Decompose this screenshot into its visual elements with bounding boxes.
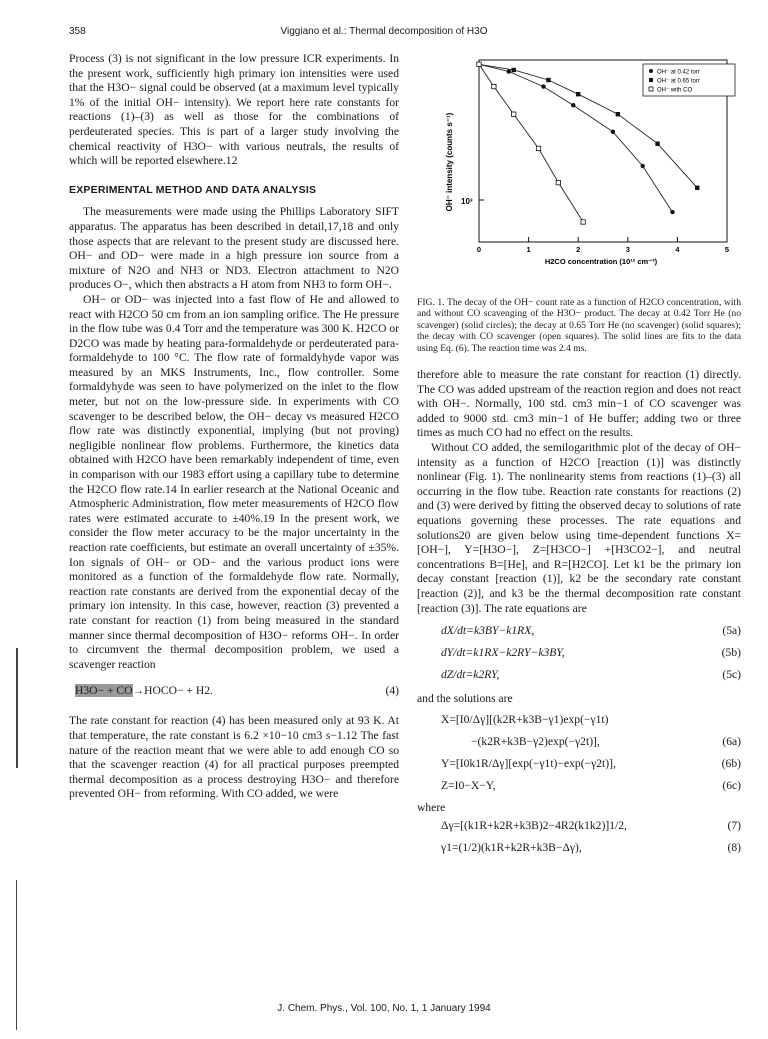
equation-number: (6c) bbox=[722, 778, 741, 792]
equation-6a-line2 bbox=[417, 735, 741, 755]
equation-text: Δγ=[(k1R+k2R+k3B)2−4R2(k1k2)]1/2, bbox=[441, 819, 627, 833]
equation-number: (5c) bbox=[722, 668, 741, 682]
x-tick-label: 5 bbox=[724, 245, 730, 254]
equation-6a-line1 bbox=[417, 713, 741, 733]
paragraph: The measurements were made using the Phillips Laboratory SIFT apparatus. The apparatus has been described in detail,17,18 and only those aspects that are relevant to the present study are discussed here. OH− and OD− were made in a high pressure ion source from a mixture of N2O and NH3 or ND3. Electron attachment to N2O produces O−, which then abstracts a H atom from NH3 to form OH−. bbox=[69, 205, 399, 292]
paragraph: Without CO added, the semilogarithmic plot of the decay of OH− intensity as a function of H2CO [reaction (1)] was distinctly nonlinear (Fig. 1). The nonlinearity stems from reactions (1)–(3) all occurring in the flow tube. Reaction rate constants for reactions (2) and (3) were derived by fitting the observed decay to solutions of rate equations governing these processes. The rate equations and solutions20 are given below using time-dependent functions X=[OH−], Y=[H3O−], Z=[H3CO−] +[H3CO2−], and neutral concentrations B=[He], and R=[H2CO]. Let k1 be the primary ion decay constant [reaction (1)], k2 be the secondary rate constant [reaction (2)], and k3 be the thermal decomposition rate constant [reaction (3)]. The rate equations are bbox=[417, 440, 741, 615]
figure-1 bbox=[441, 52, 737, 288]
data-point-circle bbox=[670, 210, 674, 214]
page-number: 358 bbox=[69, 26, 86, 37]
legend-marker-square bbox=[649, 78, 653, 82]
equation-5c bbox=[417, 668, 741, 688]
data-point-square bbox=[695, 186, 699, 190]
page-footer: J. Chem. Phys., Vol. 100, No. 1, 1 January 1994 bbox=[277, 1003, 491, 1014]
data-point-circle bbox=[611, 130, 615, 134]
equation-text: γ1=(1/2)(k1R+k2R+k3B−Δγ), bbox=[441, 841, 582, 855]
x-tick-label: 1 bbox=[526, 245, 531, 254]
data-point-open-square bbox=[581, 220, 585, 224]
equation-number: (4) bbox=[385, 684, 399, 698]
equation-4 bbox=[69, 684, 399, 704]
data-point-circle bbox=[571, 103, 575, 107]
equation-text: Z=I0−X−Y, bbox=[441, 778, 496, 792]
equation-7 bbox=[417, 819, 741, 839]
equation-6b bbox=[417, 757, 741, 777]
data-point-square bbox=[655, 141, 659, 145]
data-point-square bbox=[546, 78, 550, 82]
paragraph: Process (3) is not significant in the low pressure ICR experiments. In the present work, sufficiently high primary ion intensities were used that the H3O− signal could be observed (at a maximum level typically 1% of the initial OH− intensity). We report here rate constants for reactions (1)–(3) as well as those for the combinations of perdeuterated species. This is part of a larger study involving the chemical reactivity of H3O− with various neutrals, the results of which will be reported elsewhere.12 bbox=[69, 52, 399, 168]
equation-text: −(k2R+k3B−γ2)exp(−γ2t)], bbox=[471, 734, 600, 748]
data-point-open-square bbox=[556, 180, 560, 184]
x-tick-label: 2 bbox=[576, 245, 581, 254]
paragraph: The rate constant for reaction (4) has been measured only at 93 K. At that temperature, the rate constant is 6.2 ×10−10 cm3 s−1.12 The fast nature of the reaction meant that we were able to add enough CO so that the scavenger reaction (4) for all practical purposes preempted thermal decomposition as a process destroying H3O− and therefore prevented OH− from reforming. With CO added, we were bbox=[69, 714, 399, 801]
data-point-square bbox=[616, 112, 620, 116]
equation-number: (5b) bbox=[721, 646, 741, 660]
data-point-square bbox=[576, 92, 580, 96]
running-title: Viggiano et al.: Thermal decomposition of H3O bbox=[280, 26, 488, 37]
data-point-circle bbox=[507, 69, 511, 73]
legend-marker-circle bbox=[649, 69, 653, 73]
equation-number: (5a) bbox=[722, 624, 741, 638]
legend-entry: OH⁻ at 0.42 torr bbox=[657, 69, 700, 76]
data-point-square bbox=[512, 68, 516, 72]
margin-rule bbox=[16, 648, 18, 768]
section-heading: EXPERIMENTAL METHOD AND DATA ANALYSIS bbox=[69, 183, 317, 196]
legend bbox=[643, 64, 735, 96]
equation-text: dZ/dt=k2RY, bbox=[441, 668, 500, 682]
equation-number: (6b) bbox=[721, 756, 741, 770]
x-tick-label: 4 bbox=[675, 245, 680, 254]
decay-chart bbox=[441, 52, 737, 288]
right-column bbox=[417, 368, 741, 863]
x-tick-label: 3 bbox=[625, 245, 630, 254]
left-column bbox=[69, 52, 399, 802]
legend-entry: OH⁻ at 0.65 torr bbox=[657, 78, 700, 85]
equation-5b bbox=[417, 646, 741, 666]
paragraph: and the solutions are bbox=[417, 692, 513, 706]
equation-number: (8) bbox=[727, 841, 741, 855]
page-header bbox=[0, 26, 768, 42]
highlighted-reactants: H3O− + CO bbox=[75, 684, 133, 698]
y-tick-label: 10³ bbox=[461, 197, 473, 206]
figure-caption: FIG. 1. The decay of the OH− count rate as a function of H2CO concentration, with and without CO scavenging of the H3O− product. The decay at 0.42 Torr He (no scavenger) (solid circles); the decay at 0.65 Torr He (no scavenger) (solid squares); the decay with CO scavenger (open squares). The solid lines are fits to the data using Eq. (6). The reaction time was 2.4 ms. bbox=[417, 297, 741, 354]
data-point-open-square bbox=[512, 112, 516, 116]
data-point-open-square bbox=[477, 62, 481, 66]
paragraph: therefore able to measure the rate constant for reaction (1) directly. The CO was added upstream of the reaction region and does not react with OH−. Normally, 100 std. cm3 min−1 of CO scavenger was added to 9000 std. cm3 min−1 of He buffer; adding two or three times as much CO had no effect on the results. bbox=[417, 368, 741, 440]
data-point-circle bbox=[541, 84, 545, 88]
data-point-circle bbox=[640, 164, 644, 168]
legend-marker-open-square bbox=[649, 87, 653, 91]
equation-6c bbox=[417, 779, 741, 799]
x-axis-label: H2CO concentration (10¹² cm⁻³) bbox=[544, 257, 658, 266]
equation-5a bbox=[417, 624, 741, 644]
legend-entry: OH⁻ with CO bbox=[657, 87, 693, 94]
equation-number: (6a) bbox=[722, 734, 741, 748]
equation-text: Y=[I0k1R/Δγ][exp(−γ1t)−exp(−γ2t)], bbox=[441, 756, 616, 770]
equation-text: dY/dt=k1RX−k2RY−k3BY, bbox=[441, 646, 565, 660]
equation-number: (7) bbox=[727, 819, 741, 833]
y-axis-label: OH⁻ intensity (counts s⁻¹) bbox=[445, 112, 454, 212]
equation-text: dX/dt=k3BY−k1RX, bbox=[441, 624, 535, 638]
x-tick-label: 0 bbox=[476, 245, 482, 254]
equation-products: →HOCO− + H2. bbox=[132, 684, 213, 698]
paragraph: where bbox=[417, 800, 446, 814]
equation-text: X=[I0/Δγ][(k2R+k3B−γ1)exp(−γ1t) bbox=[441, 712, 609, 726]
paragraph: OH− or OD− was injected into a fast flow of He and allowed to react with H2CO 50 cm from an ion sampling orifice. The He pressure in the flow tube was 0.4 Torr and the temperature was 300 K. H2CO or D2CO was made by heating para-formaldehyde or perdeuterated para-formaldehyde to 100 °C. The flow rate of formaldyhyde vapor was measured by an MKS Instruments, Inc., flow controller. Some formaldyhyde was seen to have polymerized on the inlet to the flow meter, but not on the low-pressure side. In experiments with CO scavenger to be described below, the OH− decay vs measured H2CO flow rate was distinctly exponential, implying (but not proving) negligible nonlinear flow problems. Furthermore, the kinetics data obtained with H2CO have been remarkably independent of time, even in comparison with our 1983 effort using a capillary tube to determine the H2CO flow rate.14 In earlier research at the National Oceanic and Atmospheric Administration, flow meter measurements of H2CO flow rates were estimated accurate to ±40%.19 In the present work, we consider the flow meter accuracy to be the major uncertainty in the reaction rate coefficients, but estimate an overall uncertainty of ±35%. Ion signals of OH− or OD− and the various product ions were monitored as a function of the formaldehyde flow rate. Normally, reaction rate constants are derived from the exponential decay of the primary ion intensity. In this case, however, reaction (3) prevented a rate constant for reaction (1) from being measured in the standard manner since thermal decomposition of H3O− reforms OH−. In order to circumvent the thermal decomposition problem, we used a scavenger reaction bbox=[69, 292, 399, 671]
equation-8 bbox=[417, 841, 741, 861]
data-point-open-square bbox=[492, 84, 496, 88]
data-point-open-square bbox=[536, 146, 540, 150]
